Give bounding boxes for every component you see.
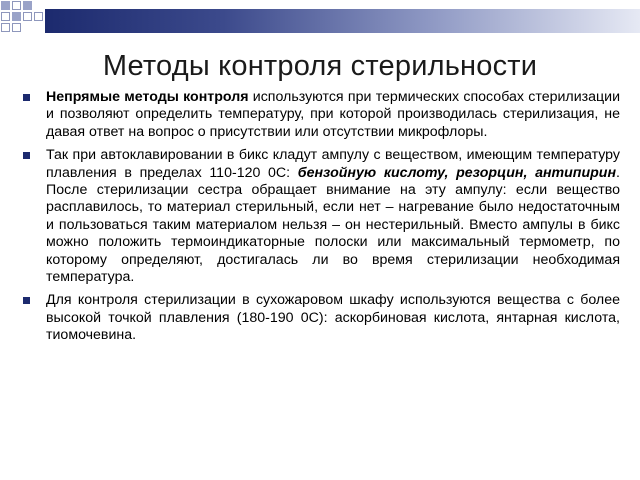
bullet-text: Для контроля стерилизации в сухожаровом шкафу используются вещества с более высокой точкой плавления (180-190 0С): аскорбиновая кислота, янтарная кислота, тиомочевина. — [46, 292, 620, 344]
decor-square — [34, 12, 43, 21]
bullet-text: используются при термических способах стерилизации и позволяют определить температуру, при которой производилась стерилизация, не давая ответ на вопрос о присутствии или отсутствии микрофлоры. — [46, 89, 620, 140]
bullet-text-after: . После стерилизации сестра обращает внимание на эту ампулу: если вещество расплавилось, то материал стерильный, если нет – нагревание было недостаточным и пользоваться таким материалом нельзя – он нестерильный. Вместо ампулы в бикс можно положить термоиндикаторные полоски или максимальный термометр, по которому определяют, достигалась ли во время стерилизации необходимая температура. — [46, 164, 620, 286]
bullet-item-dry-heat — [22, 292, 620, 344]
decor-square — [1, 1, 10, 10]
square-bullet-icon — [23, 152, 30, 159]
bullet-item-indirect-methods — [22, 89, 620, 141]
decor-square — [12, 23, 21, 32]
square-bullet-icon — [23, 297, 30, 304]
header-gradient-bar — [45, 9, 640, 33]
slide-content — [22, 89, 620, 351]
bullet-substances-emphasis: бензойную кислоту, резорцин, антипирин — [297, 164, 617, 181]
decor-square — [23, 1, 32, 10]
bullet-lead-bold: Непрямые методы контроля — [46, 89, 249, 105]
decor-square — [1, 23, 10, 32]
decor-square — [12, 1, 21, 10]
bullet-text-before: Так при автоклавировании в бикс кладут ампулу с веществом, имеющим температуру плавления в пределах 110-120 0С: — [46, 147, 620, 181]
bullet-item-autoclave — [22, 147, 620, 286]
decor-square — [1, 12, 10, 21]
decor-square — [23, 12, 32, 21]
slide-title: Методы контроля стерильности — [102, 50, 538, 82]
decor-square — [12, 12, 21, 21]
square-bullet-icon — [23, 94, 30, 101]
